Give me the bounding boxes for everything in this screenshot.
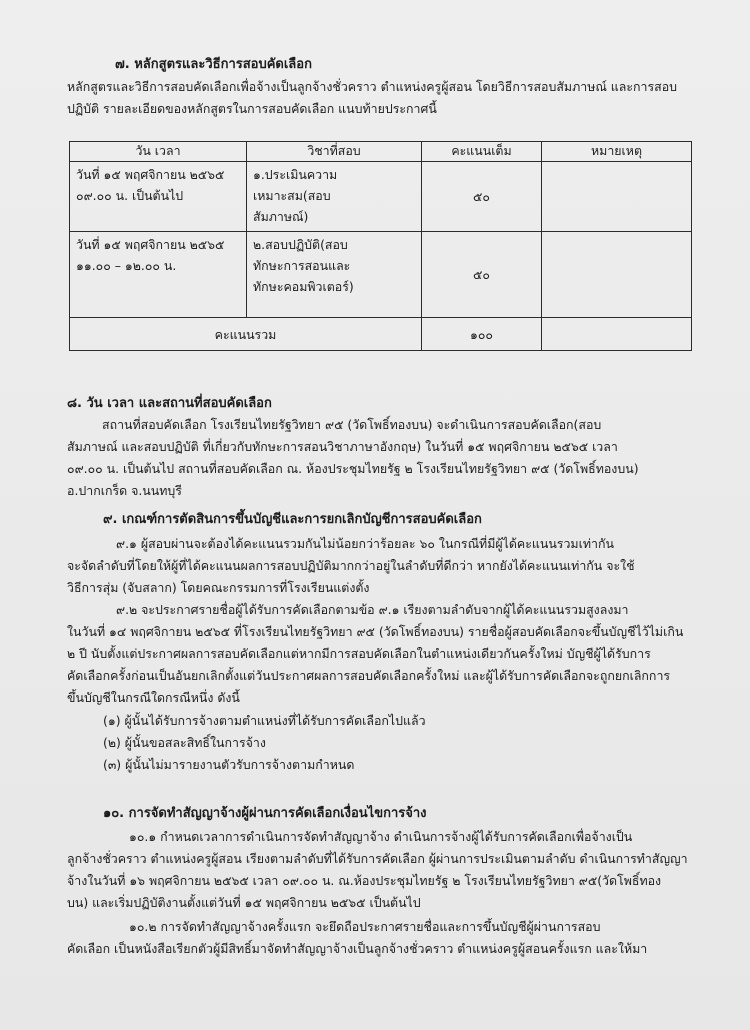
text-line: สัมภาษณ์ และสอบปฏิบัติ ที่เกี่ยวกับทักษะการสอนวิชาภาษาอังกฤษ) ในวันที่ ๑๕ พฤศจิกายน ๒๕๖๕ เวลา bbox=[67, 439, 618, 454]
text-line: จะจัดลำดับที่โดยให้ผู้ที่ได้คะแนนผลการสอบปฏิบัติมากกว่าอยู่ในลำดับที่ดีกว่า หากยังได้คะแนนเท่ากัน จะใช้ bbox=[67, 558, 635, 573]
text-line: ๑๐.๒ การจัดทำสัญญาจ้างครั้งแรก จะยึดถือประกาศรายชื่อและการขึ้นบัญชีผู้ผ่านการสอบ bbox=[129, 919, 601, 934]
date-cell bbox=[70, 231, 247, 317]
section-8-heading: ๘. วัน เวลา และสถานที่สอบคัดเลือก bbox=[67, 396, 272, 411]
date-cell bbox=[70, 161, 247, 231]
cell-line: วันที่ ๑๕ พฤศจิกายน ๒๕๖๕ bbox=[76, 236, 225, 252]
list-item: (๓) ผู้นั้นไม่มารายงานตัวรับการจ้างตามกำหนด bbox=[103, 757, 355, 772]
list-item: (๒) ผู้นั้นขอสละสิทธิ์ในการจ้าง bbox=[103, 735, 266, 750]
cell-line: เหมาะสม(สอบ bbox=[253, 187, 331, 203]
text-line: จ้างในวันที่ ๑๖ พฤศจิกายน ๒๕๖๕ เวลา ๐๙.๐๐ น. ณ.ห้องประชุมไทยรัฐ ๒ โรงเรียนไทยรัฐวิทยา ๙๕(วัดโพธิ์ทอง bbox=[67, 873, 662, 888]
text-line: คัดเลือกครั้งก่อนเป็นอันยกเลิกตั้งแต่วันประกาศผลการสอบคัดเลือกครั้งใหม่ และผู้ได้รับการคัดเลือกจะถูกยกเลิกการ bbox=[67, 668, 671, 683]
cell-line: ทักษะคอมพิวเตอร์) bbox=[253, 278, 354, 294]
section-10-paragraph-1 bbox=[67, 826, 707, 914]
text-line: ลูกจ้างชั่วคราว ตำแหน่งครูผู้สอน เรียงตามลำดับที่ได้รับการคัดเลือก ผู้ผ่านการประเมินตามลำดับ ดำเนินการทำสัญญา bbox=[67, 851, 688, 866]
section-10-paragraph-2 bbox=[67, 916, 707, 960]
text-line: ปฏิบัติ รายละเอียดของหลักสูตรในการสอบคัดเลือก แนบท้ายประกาศนี้ bbox=[67, 101, 437, 116]
column-header-remarks: หมายเหตุ bbox=[542, 142, 692, 162]
table-total-row bbox=[70, 318, 692, 351]
subject-cell bbox=[247, 161, 422, 231]
table-row bbox=[70, 231, 692, 317]
cell-line: ๒.สอบปฏิบัติ(สอบ bbox=[253, 236, 348, 252]
total-label-cell: คะแนนรวม bbox=[70, 318, 422, 351]
cell-line: ๐๙.๐๐ น. เป็นต้นไป bbox=[76, 187, 184, 203]
section-9-paragraph-1 bbox=[67, 533, 707, 599]
cell-line: ทักษะการสอนและ bbox=[253, 257, 351, 273]
exam-schedule-table bbox=[69, 141, 692, 351]
score-cell: ๕๐ bbox=[422, 231, 542, 317]
total-score-cell: ๑๐๐ bbox=[422, 318, 542, 351]
section-10-heading: ๑๐. การจัดทำสัญญาจ้างผู้ผ่านการคัดเลือกเงื่อนไขการจ้าง bbox=[103, 806, 427, 821]
section-7-body bbox=[67, 76, 707, 120]
text-line: ๙.๒ จะประกาศรายชื่อผู้ได้รับการคัดเลือกตามข้อ ๙.๑ เรียงตามลำดับจากผู้ได้คะแนนรวมสูงลงมา bbox=[116, 602, 629, 617]
subject-cell bbox=[247, 231, 422, 317]
remarks-cell bbox=[542, 231, 692, 317]
text-line: ๑๐.๑ กำหนดเวลาการดำเนินการจัดทำสัญญาจ้าง ดำเนินการจ้างผู้ได้รับการคัดเลือกเพื่อจ้างเป็น bbox=[129, 829, 633, 844]
section-8-body bbox=[67, 414, 707, 502]
cell-line: สัมภาษณ์) bbox=[253, 208, 309, 224]
cell-line: ๑๑.๐๐ – ๑๒.๐๐ น. bbox=[76, 257, 177, 273]
text-line: ๙.๑ ผู้สอบผ่านจะต้องได้คะแนนรวมกันไม่น้อยกว่าร้อยละ ๖๐ ในกรณีที่มีผู้ได้คะแนนรวมเท่ากัน bbox=[116, 536, 614, 551]
column-header-full-score: คะแนนเต็ม bbox=[422, 142, 542, 162]
text-line: หลักสูตรและวิธีการสอบคัดเลือกเพื่อจ้างเป็นลูกจ้างชั่วคราว ตำแหน่งครูผู้สอน โดยวิธีการสอบสัมภาษณ์ และการสอบ bbox=[67, 79, 678, 94]
cell-line: ๑.ประเมินความ bbox=[253, 166, 338, 182]
cell-line: วันที่ ๑๕ พฤศจิกายน ๒๕๖๕ bbox=[76, 166, 225, 182]
disqualification-list bbox=[103, 710, 426, 776]
text-line: คัดเลือก เป็นหนังสือเรียกตัวผู้มีสิทธิ์มาจัดทำสัญญาจ้างเป็นลูกจ้างชั่วคราว ตำแหน่งครูผู้สอนครั้งแรก และให้มา bbox=[67, 941, 648, 956]
score-cell: ๕๐ bbox=[422, 161, 542, 231]
text-line: ขึ้นบัญชีในกรณีใดกรณีหนึ่ง ดังนี้ bbox=[67, 690, 240, 705]
column-header-subject: วิชาที่สอบ bbox=[247, 142, 422, 162]
section-7-heading: ๗. หลักสูตรและวิธีการสอบคัดเลือก bbox=[115, 57, 312, 72]
text-line: อ.ปากเกร็ด จ.นนทบุรี bbox=[67, 483, 182, 498]
text-line: ในวันที่ ๑๔ พฤศจิกายน ๒๕๖๕ ที่โรงเรียนไทยรัฐวิทยา ๙๕ (วัดโพธิ์ทองบน) รายชื่อผู้สอบคัดเลือกจะขึ้นบัญชีไว้ไม่เกิน bbox=[67, 624, 684, 639]
text-line: วิธีการสุ่ม (จับสลาก) โดยคณะกรรมการที่โรงเรียนแต่งตั้ง bbox=[67, 580, 370, 595]
text-line: สถานที่สอบคัดเลือก โรงเรียนไทยรัฐวิทยา ๙๕ (วัดโพธิ์ทองบน) จะดำเนินการสอบคัดเลือก(สอบ bbox=[102, 417, 602, 432]
text-line: ๒ ปี นับตั้งแต่ประกาศผลการสอบคัดเลือกแต่หากมีการสอบคัดเลือกในตำแหน่งเดียวกันครั้งใหม่ บัญชีผู้ได้รับการ bbox=[67, 646, 651, 661]
section-9-heading: ๙. เกณฑ์การตัดสินการขึ้นบัญชีและการยกเลิกบัญชีการสอบคัดเลือก bbox=[103, 512, 482, 527]
remarks-cell bbox=[542, 318, 692, 351]
text-line: ๐๙.๐๐ น. เป็นต้นไป สถานที่สอบคัดเลือก ณ. ห้องประชุมไทยรัฐ ๒ โรงเรียนไทยรัฐวิทยา ๙๕ (วัดโพธิ์ทองบน) bbox=[67, 461, 639, 476]
list-item: (๑) ผู้นั้นได้รับการจ้างตามตำแหน่งที่ได้รับการคัดเลือกไปแล้ว bbox=[103, 713, 426, 728]
text-line: บน) และเริ่มปฏิบัติงานตั้งแต่วันที่ ๑๕ พฤศจิกายน ๒๕๖๕ เป็นต้นไป bbox=[67, 895, 421, 910]
section-9-paragraph-2 bbox=[67, 599, 707, 709]
table-header-row bbox=[70, 142, 692, 162]
table-row bbox=[70, 161, 692, 231]
column-header-date: วัน เวลา bbox=[70, 142, 247, 162]
remarks-cell bbox=[542, 161, 692, 231]
